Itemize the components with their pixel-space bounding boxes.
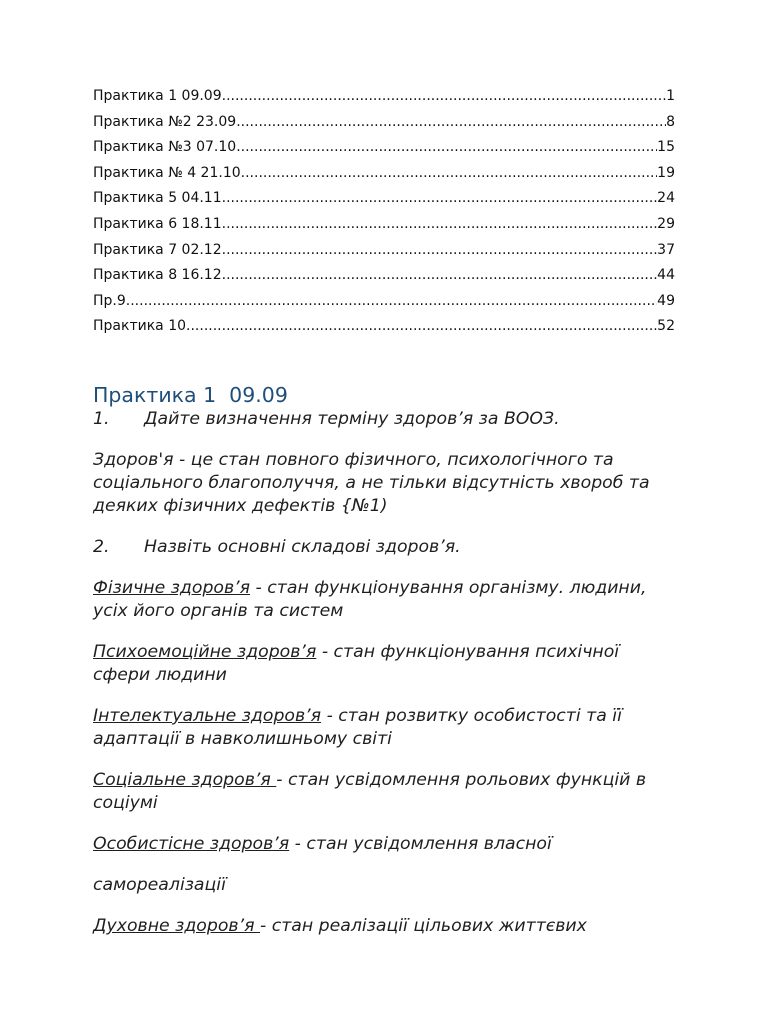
toc-leader-dots (186, 316, 657, 336)
toc-entry-title: Практика 7 02.12 (93, 241, 222, 258)
toc-entry-page: 15 (657, 139, 675, 156)
toc-leader-dots (236, 137, 657, 157)
toc-entry-page: 44 (657, 267, 675, 284)
definition-desc: - стан функціонування психічної сфери людини (93, 641, 620, 685)
toc-entry[interactable] (93, 265, 675, 291)
continuation-line: самореалізації (93, 874, 226, 895)
definition-term: Духовне здоров’я (93, 915, 260, 936)
toc-entry-page: 29 (657, 215, 675, 232)
toc-entry-page: 8 (666, 113, 675, 130)
toc-entry-page: 19 (657, 164, 675, 181)
definition-term: Психоемоційне здоров’я (93, 641, 317, 662)
answer-paragraph: Здоров'я - це стан повного фізичного, психологічного та соціального благополуччя, а не тільки відсутність хвороб та деяких фізичних дефектів {№1) (93, 449, 650, 516)
toc-entry[interactable] (93, 86, 675, 112)
table-of-contents (93, 86, 675, 342)
definition-term: Фізичне здоров’я (93, 577, 251, 598)
toc-entry-title: Практика 8 16.12 (93, 267, 222, 284)
toc-entry[interactable] (93, 240, 675, 266)
toc-leader-dots (222, 188, 658, 208)
definition-desc: - стан розвитку особистості та її адаптації в навколишньому світі (93, 705, 622, 749)
toc-entry-page: 37 (657, 241, 675, 258)
toc-entry[interactable] (93, 214, 675, 240)
toc-leader-dots (236, 112, 666, 132)
toc-leader-dots (126, 291, 657, 311)
toc-entry-title: Практика 1 09.09 (93, 88, 222, 104)
definition-item (93, 705, 675, 751)
definition-desc: - стан усвідомлення власної (289, 833, 552, 854)
toc-entry-page: 24 (657, 190, 675, 207)
toc-leader-dots (241, 163, 658, 183)
question-number: 2. (93, 536, 110, 557)
toc-entry-page: 49 (657, 292, 675, 309)
definition-desc: - стан усвідомлення рольових функцій в соціумі (93, 769, 647, 813)
question-1 (93, 408, 675, 431)
definition-item (93, 577, 675, 623)
question-number: 1. (93, 408, 110, 429)
definition-term: Соціальне здоров’я (93, 769, 277, 790)
definition-term: Особистісне здоров’я (93, 833, 290, 854)
toc-entry[interactable] (93, 291, 675, 317)
toc-entry-title: Практика 10 (93, 318, 187, 335)
definition-term: Інтелектуальне здоров’я (93, 705, 322, 726)
toc-entry-title: Практика №3 07.10 (93, 139, 237, 156)
document-page (93, 86, 675, 938)
toc-entry-page: 1 (666, 88, 675, 104)
question-2 (93, 536, 675, 559)
toc-leader-dots (222, 86, 666, 106)
toc-entry-title: Практика 6 18.11 (93, 215, 222, 232)
question-text: Дайте визначення терміну здоров’я за ВООЗ. (144, 408, 560, 429)
toc-entry[interactable] (93, 163, 675, 189)
section-heading: Практика 1 09.09 (93, 382, 288, 407)
definition-item (93, 833, 675, 856)
definition-desc: - стан функціонування організму. людини, усіх його органів та систем (93, 577, 647, 621)
definition-desc: - стан реалізації цільових життєвих (259, 915, 587, 936)
toc-entry-title: Практика №2 23.09 (93, 113, 237, 130)
toc-entry[interactable] (93, 188, 675, 214)
question-text: Назвіть основні складові здоров’я. (144, 536, 461, 557)
definition-item (93, 915, 675, 938)
toc-leader-dots (222, 214, 658, 234)
definition-item (93, 769, 675, 815)
toc-entry[interactable] (93, 137, 675, 163)
toc-entry-title: Практика № 4 21.10 (93, 164, 241, 181)
toc-leader-dots (222, 240, 658, 260)
toc-entry[interactable] (93, 112, 675, 138)
toc-leader-dots (222, 265, 658, 285)
toc-entry-title: Практика 5 04.11 (93, 190, 222, 207)
toc-entry[interactable] (93, 316, 675, 342)
toc-entry-title: Пр.9 (93, 292, 126, 309)
toc-entry-page: 52 (657, 318, 675, 335)
definition-item (93, 641, 675, 687)
